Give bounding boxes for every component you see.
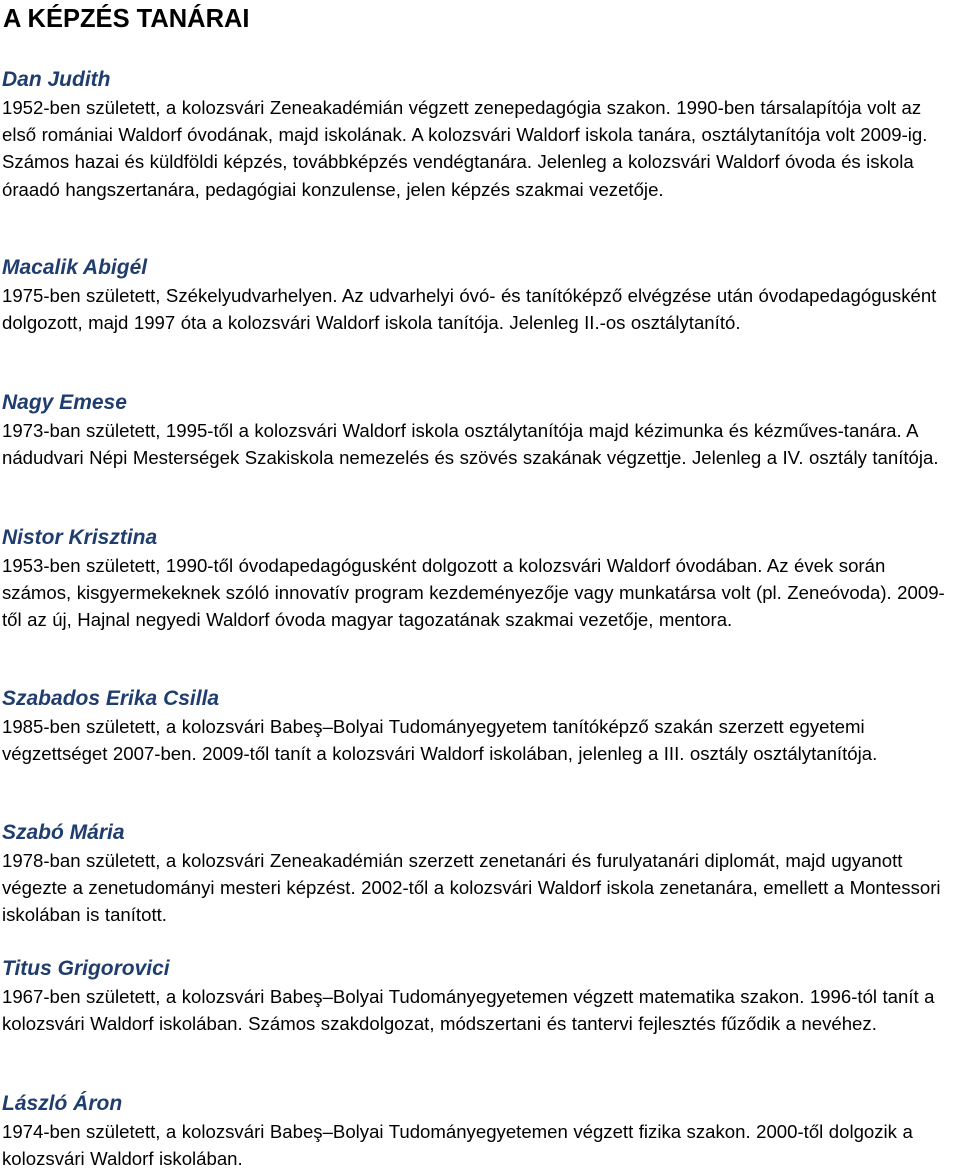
teacher-entry-szabados-erika-csilla: [2, 685, 952, 767]
teacher-bio: 1985-ben született, a kolozsvári Babeş‒Bolyai Tudományegyetem tanítóképző szakán szerzett egyetemi végzettséget 2007-ben. 2009-től tanít a kolozsvári Waldorf iskolában, jelenleg a III. osztály osztálytanítója.: [2, 716, 878, 765]
teacher-name: Nistor Krisztina: [2, 526, 158, 549]
teacher-bio: 1973-ban született, 1995-től a kolozsvári Waldorf iskola osztálytanítója majd kézimunka és kézműves-tanára. A nádudvari Népi Mesterségek Szakiskola nemezelés és szövés szakának végzettje. Jelenleg a IV. osztály tanítója.: [2, 420, 939, 469]
teacher-entry-szabo-maria: [2, 819, 952, 929]
teacher-entry-laszlo-aron: [2, 1090, 952, 1172]
teacher-entry-nagy-emese: [2, 389, 952, 471]
teacher-name: László Áron: [2, 1092, 123, 1115]
teacher-entry-macalik-abigel: [2, 254, 952, 336]
teacher-entry-dan-judith: [2, 66, 952, 203]
teacher-entry-nistor-krisztina: [2, 524, 952, 634]
teacher-bio: 1952-ben született, a kolozsvári Zeneakadémián végzett zenepedagógia szakon. 1990-ben társalapítója volt az első romániai Waldorf óvodának, majd iskolának. A kolozsvári Waldorf iskola tanára, osztálytanítója volt 2009-ig. Számos hazai és küldföldi képzés, továbbképzés vendégtanára. Jelenleg a kolozsvári Waldorf óvoda és iskola óraadó hangszertanára, pedagógiai konzulense, jelen képzés szakmai vezetője.: [2, 97, 928, 200]
teacher-bio: 1953-ben született, 1990-től óvodapedagógusként dolgozott a kolozsvári Waldorf óvodában. Az évek során számos, kisgyermekeknek szóló innovatív program kezdeményezője vagy munkatársa volt (pl. Zeneóvoda). 2009-től az új, Hajnal negyedi Waldorf óvoda magyar tagozatának szakmai vezetője, mentora.: [2, 555, 945, 631]
teacher-bio: 1967-ben született, a kolozsvári Babeş‒Bolyai Tudományegyetemen végzett matematika szakon. 1996-tól tanít a kolozsvári Waldorf iskolában. Számos szakdolgozat, módszertani és tantervi fejlesztés fűződik a nevéhez.: [2, 986, 935, 1035]
page-title: A KÉPZÉS TANÁRAI: [3, 5, 250, 33]
teacher-name: Dan Judith: [2, 68, 111, 91]
teacher-bio: 1978-ban született, a kolozsvári Zeneakadémián szerzett zenetanári és furulyatanári diplomát, majd ugyanott végezte a zenetudományi mesteri képzést. 2002-től a kolozsvári Waldorf iskola zenetanára, emellett a Montessori iskolában is tanított.: [2, 850, 941, 926]
teacher-name: Szabados Erika Csilla: [2, 687, 220, 710]
teacher-name: Nagy Emese: [2, 391, 127, 414]
teacher-bio: 1975-ben született, Székelyudvarhelyen. Az udvarhelyi óvó- és tanítóképző elvégzése után óvodapedagógusként dolgozott, majd 1997 óta a kolozsvári Waldorf iskola tanítója. Jelenleg II.-os osztálytanító.: [2, 285, 937, 334]
teacher-name: Szabó Mária: [2, 821, 125, 844]
teacher-name: Macalik Abigél: [2, 256, 148, 279]
teacher-bio: 1974-ben született, a kolozsvári Babeş‒Bolyai Tudományegyetemen végzett fizika szakon. 2000-től dolgozik a kolozsvári Waldorf iskolában.: [2, 1121, 913, 1170]
teacher-name: Titus Grigorovici: [2, 957, 170, 980]
teacher-entry-titus-grigorovici: [2, 955, 952, 1037]
